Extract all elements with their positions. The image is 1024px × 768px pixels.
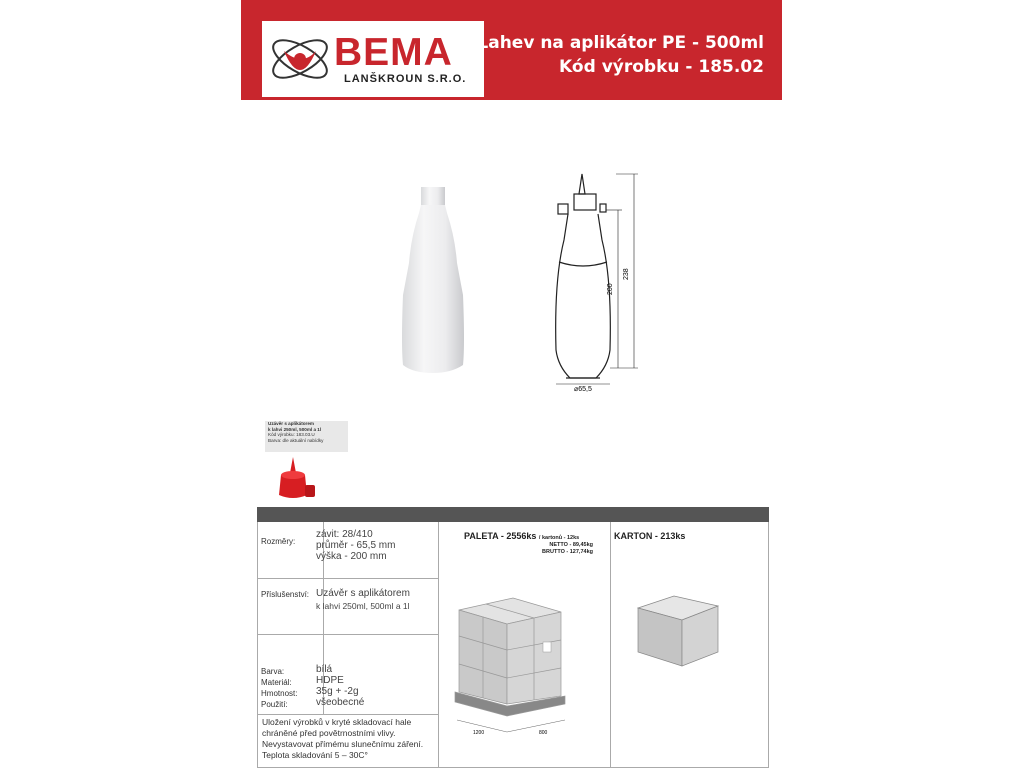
prislusenstvi-value-1: Uzávěr s aplikátorem xyxy=(316,588,410,599)
spec-table xyxy=(257,522,769,768)
table-row-separator xyxy=(258,634,438,635)
rozmery-value-1: závit: 28/410 xyxy=(316,529,373,540)
dim-diameter: ⌀65,5 xyxy=(574,386,592,393)
bottle-photo xyxy=(391,185,481,380)
paleta-title xyxy=(464,531,579,541)
prislusenstvi-label: Příslušenství: xyxy=(261,590,310,599)
company-logo xyxy=(262,21,484,97)
material-value: HDPE xyxy=(316,675,344,686)
storage-note-line: Uložení výrobků v kryté skladovací hale xyxy=(262,717,412,727)
pallet-illustration xyxy=(453,592,583,742)
rozmery-value-3: výška - 200 mm xyxy=(316,551,387,562)
applicator-cap-photo xyxy=(269,455,319,503)
pouziti-label: Použití: xyxy=(261,700,288,709)
accessory-card xyxy=(265,421,348,452)
paleta-netto: NETTO - 89,45kg xyxy=(549,542,593,548)
barva-value: bílá xyxy=(316,664,333,675)
material-label: Materiál: xyxy=(261,678,292,687)
pouziti-value: všeobecné xyxy=(316,697,365,708)
pallet-dim-width: 800 xyxy=(539,730,548,736)
storage-note-line: chráněné před povětrnostními vlivy. xyxy=(262,728,396,738)
dim-total-height: 238 xyxy=(623,268,630,280)
barva-label: Barva: xyxy=(261,667,285,676)
logo-subtitle: LANŠKROUN S.R.O. xyxy=(344,73,467,85)
section-divider-bar xyxy=(257,507,769,522)
rozmery-label: Rozměry: xyxy=(261,537,296,546)
hmotnost-label: Hmotnost: xyxy=(261,689,298,698)
carton-illustration xyxy=(636,590,731,670)
karton-title: KARTON - 213ks xyxy=(614,531,686,541)
storage-note-line: Nevystavovat přímému slunečnímu záření. xyxy=(262,739,424,749)
paleta-brutto: BRUTTO - 127,74kg xyxy=(542,549,593,555)
table-row-separator xyxy=(258,578,438,579)
product-sheet xyxy=(241,0,782,768)
pallet-dim-length: 1200 xyxy=(473,730,485,736)
paleta-title-sub: / kartonů - 12ks xyxy=(538,535,580,541)
accessory-card-line4: Barva: dle aktuální nabídky xyxy=(268,437,324,443)
technical-drawing xyxy=(546,170,666,395)
prislusenstvi-value-2: k lahvi 250ml, 500ml a 1l xyxy=(316,601,410,611)
product-code: Kód výrobku - 185.02 xyxy=(559,57,764,77)
table-row-separator xyxy=(258,714,438,715)
logo-emblem-icon xyxy=(262,21,342,97)
table-col-separator xyxy=(438,522,439,767)
logo-wordmark: BEMA xyxy=(334,31,453,74)
header-banner xyxy=(241,0,782,100)
table-col-separator xyxy=(610,522,611,767)
dim-body-height: 200 xyxy=(607,283,614,295)
storage-note-line: Teplota skladování 5 – 30C° xyxy=(262,750,368,760)
accessory-card-line2: k lahvi 250ml, 500ml a 1l xyxy=(268,426,322,432)
accessory-card-line3: Kód výrobku: 183.03.U xyxy=(268,432,315,437)
product-title: Lahev na aplikátor PE - 500ml xyxy=(477,33,764,53)
hmotnost-value: 35g + -2g xyxy=(316,686,359,697)
storage-notes xyxy=(262,717,423,761)
accessory-card-line1: Uzávěr s aplikátorem xyxy=(268,421,314,426)
paleta-title-main: PALETA - 2556ks xyxy=(464,531,537,541)
rozmery-value-2: průměr - 65,5 mm xyxy=(316,540,396,551)
